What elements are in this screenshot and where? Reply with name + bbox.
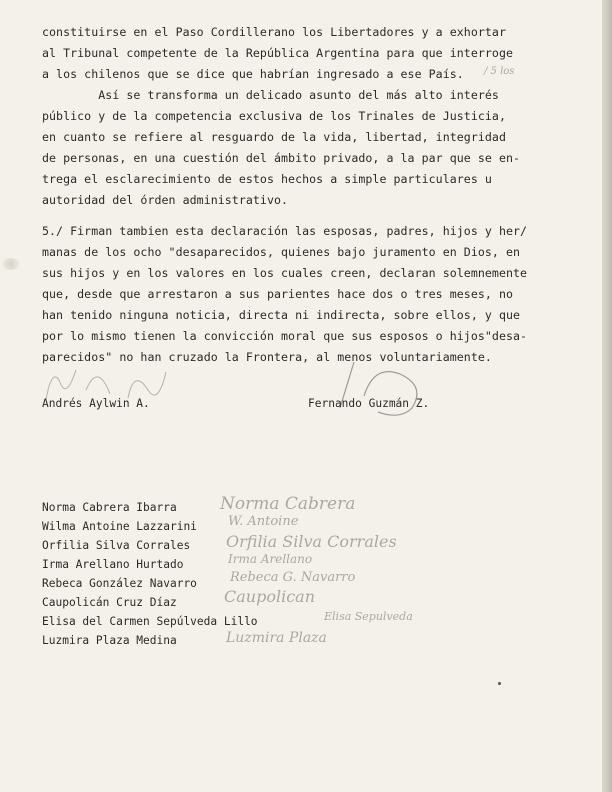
text-line: de personas, en una cuestión del ámbito privado, a la par que se en- — [42, 151, 521, 165]
text-line: autoridad del órden administrativo. — [42, 193, 289, 207]
signatory-name: Caupolicán Cruz Díaz — [42, 596, 177, 609]
handwritten-signature: Rebeca G. Navarro — [230, 570, 356, 585]
handwritten-signature: Irma Arellano — [228, 552, 313, 566]
signatory-name: Elisa del Carmen Sepúlveda Lillo — [42, 615, 258, 628]
handwritten-signature: W. Antoine — [228, 514, 299, 529]
text-line: sus hijos y en los valores en los cuales creen, declaran solemnemente — [42, 266, 528, 280]
text-line: manas de los ocho "desaparecidos, quienes bajo juramento en Dios, en — [42, 245, 521, 259]
text-line: a los chilenos que se dice que habrían ingresado a ese País. — [42, 67, 464, 81]
handwritten-signature: Norma Cabrera — [220, 494, 356, 514]
text-line: público y de la competencia exclusiva de los Trinales de Justicia, — [42, 109, 506, 123]
signatory-name: Luzmira Plaza Medina — [42, 634, 177, 647]
text-line: 5./ Firman tambien esta declaración las esposas, padres, hijos y her/ — [42, 224, 528, 238]
text-line: Así se transforma un delicado asunto del más alto interés — [42, 88, 499, 102]
text-line: en cuanto se refiere al resguardo de la vida, libertad, integridad — [42, 130, 506, 144]
text-line: al Tribunal competente de la República Argentina para que interroge — [42, 46, 514, 60]
signature-guzman — [330, 356, 450, 426]
signatory-fernando-guzman: Fernando Guzmán Z. — [308, 397, 430, 410]
ink-dot — [498, 682, 501, 685]
punch-hole — [3, 258, 19, 270]
signatory-name: Rebeca González Navarro — [42, 577, 197, 590]
handwritten-signature: Orfilia Silva Corrales — [226, 532, 397, 551]
text-line: que, desde que arrestaron a sus parientes hace dos o tres meses, no — [42, 287, 514, 301]
text-line: parecidos" no han cruzado la Frontera, al menos voluntariamente. — [42, 350, 492, 364]
signature-aylwin — [38, 360, 188, 420]
text-line: trega el esclarecimiento de estos hechos a simple particulares u — [42, 172, 492, 186]
handwritten-signature: Caupolican — [224, 587, 315, 606]
text-line: han tenido ninguna noticia, directa ni indirecta, sobre ellos, y que — [42, 308, 521, 322]
signatory-andres-aylwin: Andrés Aylwin A. — [42, 397, 150, 410]
signatory-name: Wilma Antoine Lazzarini — [42, 520, 197, 533]
signatory-name: Norma Cabrera Ibarra — [42, 501, 177, 514]
text-line: constituirse en el Paso Cordillerano los Libertadores y a exhortar — [42, 25, 506, 39]
text-line: por lo mismo tienen la convicción moral que sus esposos o hijos"desa- — [42, 329, 528, 343]
handwritten-signature: Elisa Sepulveda — [324, 610, 413, 623]
signatory-name: Irma Arellano Hurtado — [42, 558, 184, 571]
margin-note: / 5 los — [484, 66, 515, 77]
page-edge-shadow — [602, 0, 612, 792]
signatory-name: Orfilia Silva Corrales — [42, 539, 191, 552]
handwritten-signature: Luzmira Plaza — [226, 630, 327, 646]
